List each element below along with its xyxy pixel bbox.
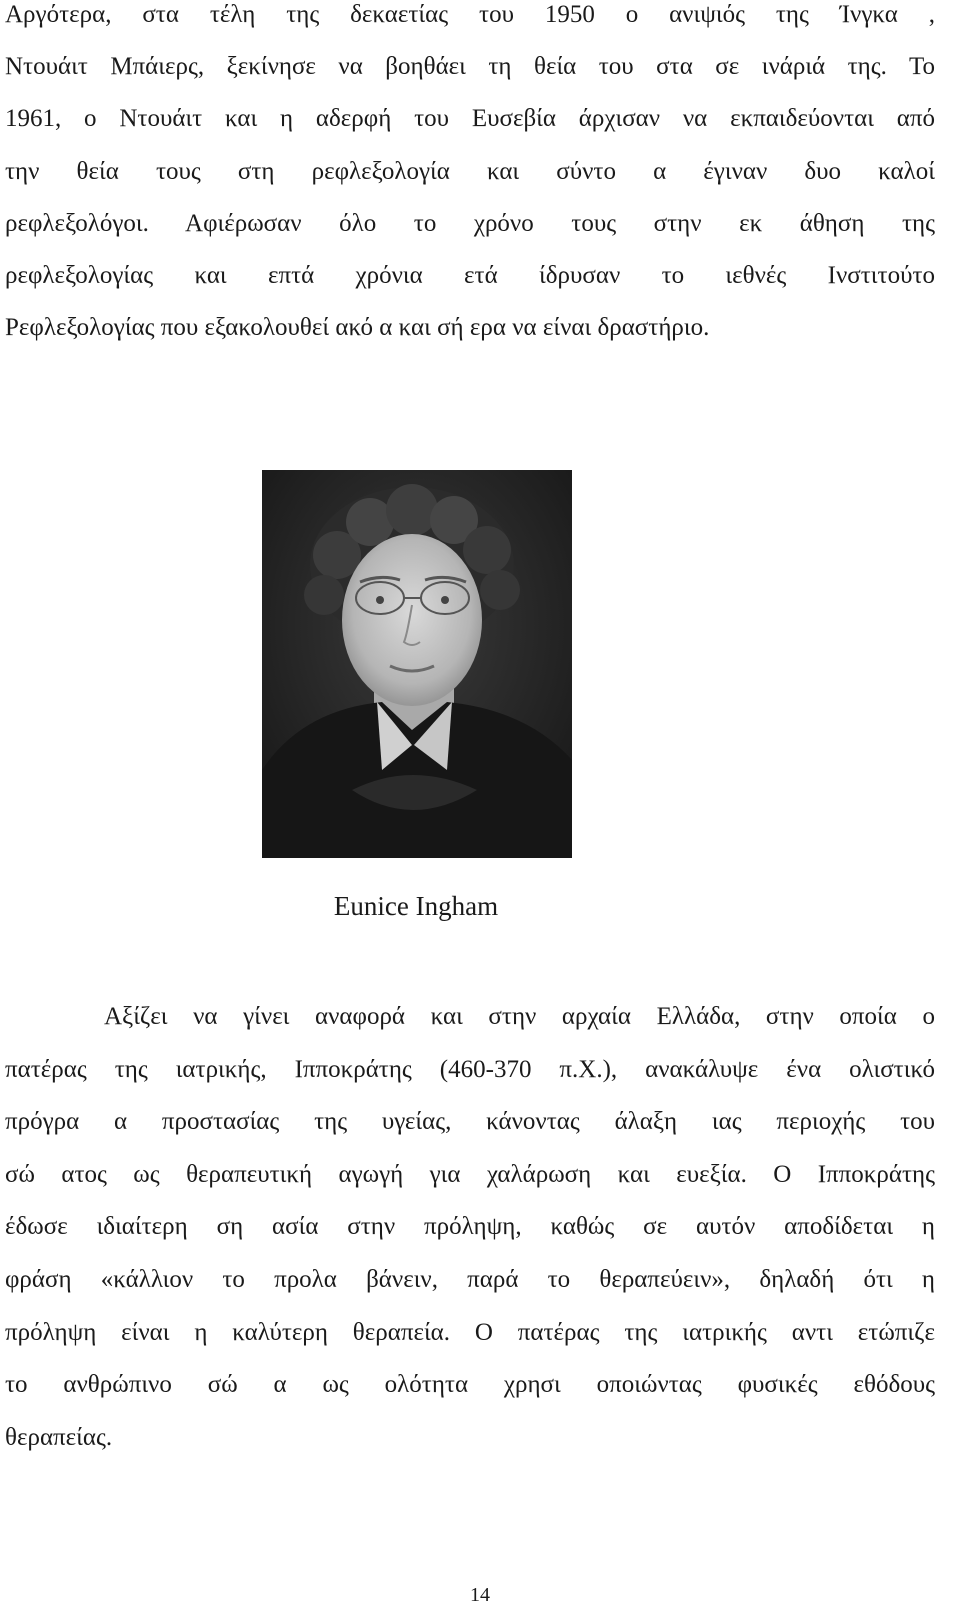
text-line: ρεφλεξολόγοι. Αφιέρωσαν όλο το χρόνο τους στην εκ άθηση της [5,210,935,237]
portrait-photo [262,470,572,858]
text-line: την θεία τους στη ρεφλεξολογία και σύντο α έγιναν δυο καλοί [5,158,935,185]
text-line: έδωσε ιδιαίτερη ση ασία στην πρόληψη, καθώς σε αυτόν αποδίδεται η [5,1213,935,1240]
page-number: 14 [470,1584,490,1606]
text-line: πρόγρα α προστασίας της υγείας, κάνοντας άλαξη ιας περιοχής του [5,1108,935,1135]
text-line: Αργότερα, στα τέλη της δεκαετίας του 1950 ο ανιψιός της Ίνγκα , [5,1,935,28]
text-line: Αξίζει να γίνει αναφορά και στην αρχαία Ελλάδα, στην οποία ο [104,1003,935,1030]
photo-caption: Eunice Ingham [333,891,499,921]
text-line: 1961, ο Ντουάιτ και η αδερφή του Ευσεβία άρχισαν να εκπαιδεύονται από [5,105,935,132]
text-line: πατέρας της ιατρικής, Ιπποκράτης (460-370 π.Χ.), ανακάλυψε ένα ολιστικό [5,1056,935,1083]
text-line: πρόληψη είναι η καλύτερη θεραπεία. Ο πατέρας της ιατρικής αντι ετώπιζε [5,1319,935,1346]
text-line: το ανθρώπινο σώ α ως ολότητα χρησι οποιώντας φυσικές εθόδους [5,1371,935,1398]
text-line: θεραπείας. [5,1424,113,1451]
text-line: σώ ατος ως θεραπευτική αγωγή για χαλάρωση και ευεξία. Ο Ιπποκράτης [5,1161,935,1188]
text-line: ρεφλεξολογίας και επτά χρόνια ετά ίδρυσαν το ιεθνές Ινστιτούτο [5,262,935,289]
portrait-image [262,470,572,858]
text-line: Ντουάιτ Μπάιερς, ξεκίνησε να βοηθάει τη θεία του στα σε ινάριά της. Το [5,53,935,80]
text-line: Ρεφλεξολογίας που εξακολουθεί ακό α και σή ερα να είναι δραστήριο. [5,314,710,341]
text-line: φράση «κάλλιον το προλα βάνειν, παρά το θεραπεύειν», δηλαδή ότι η [5,1266,935,1293]
